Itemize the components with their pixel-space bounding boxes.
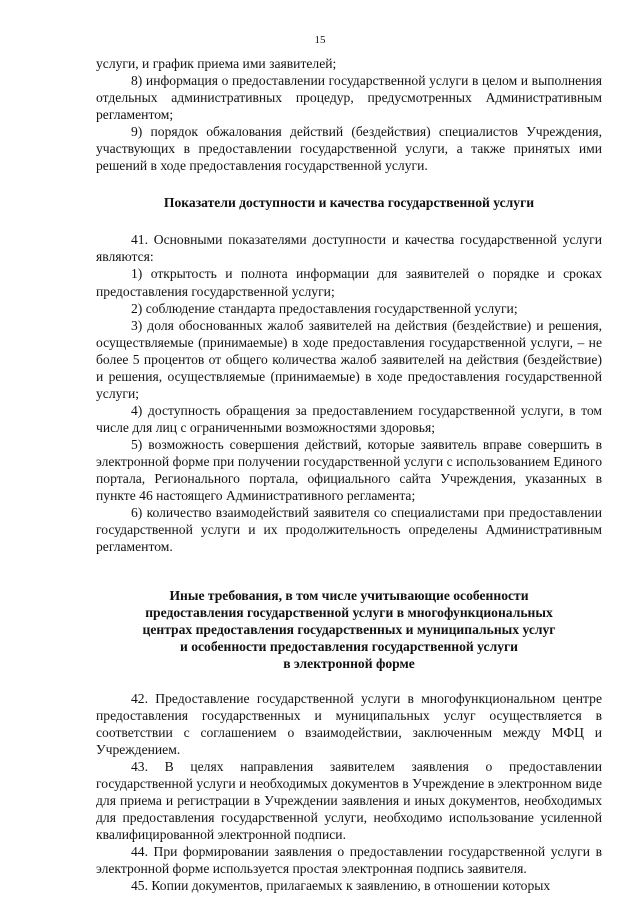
heading-line: Иные требования, в том числе учитывающие особенности (169, 588, 529, 604)
paragraph-41-item-5: 5) возможность совершения действий, которые заявитель вправе совершить в электронной форме при получении государственной услуги с использованием Единого портала, Регионального портала, официального сайта Учреждения, указанных в пункте 46 настоящего Административного регламента; (96, 436, 602, 504)
section-heading-accessibility: Показатели доступности и качества государственной услуги (163, 195, 535, 211)
heading-line: и особенности предоставления государственной услуги (179, 639, 519, 655)
paragraph-41-item-6: 6) количество взаимодействий заявителя со специалистами при предоставлении государственной услуги и их продолжительность определены Административным регламентом. (96, 505, 602, 555)
paragraph-item-9: 9) порядок обжалования действий (бездействия) специалистов Учреждения, участвующих в предоставлении государственной услуги, а также принятых ими решений в ходе предоставления государственной услуги. (96, 124, 602, 174)
page-content (96, 55, 602, 894)
paragraph-41-item-4: 4) доступность обращения за предоставлением государственной услуги, в том числе для лиц с ограниченными возможностями здоровья; (96, 402, 602, 435)
paragraph-42: 42. Предоставление государственной услуги в многофункциональном центре предоставления государственных и муниципальных услуг осуществляется в соответствии с соглашением о взаимодействии, заключенным между МФЦ и Учреждением. (96, 690, 602, 757)
page-number: 15 (314, 34, 326, 46)
paragraph-43: 43. В целях направления заявителем заявления о предоставлении государственной услуги и необходимых документов в Учреждение в электронном виде для приема и регистрации в Учреждении заявления и иных документов, необходимых для предоставления государственной услуги, необходимо использование усиленной квалифицированной электронной подписи. (96, 758, 602, 842)
paragraph-continuation: услуги, и график приема ими заявителей; (96, 56, 337, 71)
heading-line: центрах предоставления государственных и муниципальных услуг (142, 622, 556, 638)
paragraph-45: 45. Копии документов, прилагаемых к заявлению, в отношении которых (131, 878, 551, 894)
heading-line: в электронной форме (283, 656, 415, 672)
section-heading-other-requirements (96, 587, 602, 672)
paragraph-41-item-3: 3) доля обоснованных жалоб заявителей на действия (бездействие) и решения, осуществляемые (принимаемые) в ходе предоставления государственной услуги, – не более 5 процентов от общего количества жалоб заявителей на действия (бездействие) и решения, осуществляемые (принимаемые) в ходе предоставления государственной услуги; (96, 317, 602, 401)
paragraph-44: 44. При формировании заявления о предоставлении государственной услуги в электронной форме используется простая электронная подпись заявителя. (96, 843, 602, 876)
paragraph-41-item-1: 1) открытость и полнота информации для заявителей о порядке и сроках предоставления государственной услуги; (96, 266, 602, 299)
paragraph-item-8: 8) информация о предоставлении государственной услуги в целом и выполнения отдельных административных процедур, предусмотренных Административным регламентом; (96, 73, 602, 123)
paragraph-41: 41. Основными показателями доступности и качества государственной услуги являются: (96, 232, 602, 265)
paragraph-41-item-2: 2) соблюдение стандарта предоставления государственной услуги; (131, 300, 518, 316)
heading-line: предоставления государственной услуги в многофункциональных (145, 605, 553, 621)
